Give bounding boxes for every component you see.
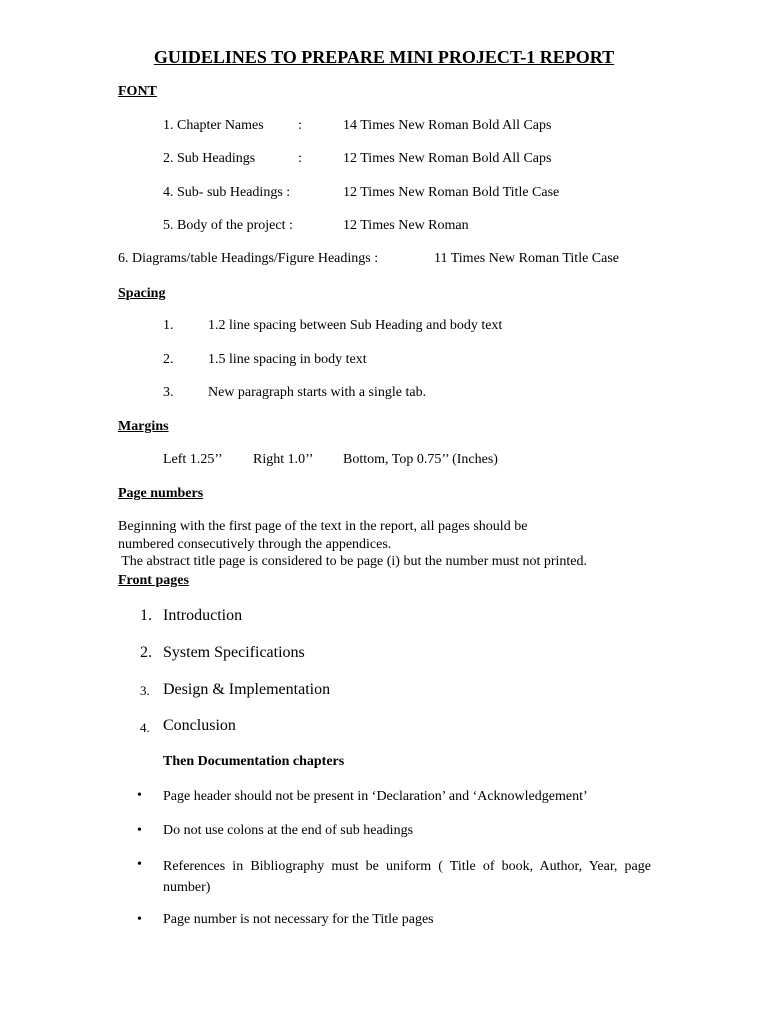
bullet-text: Page number is not necessary for the Title pages	[163, 912, 434, 927]
font-item-separator: :	[298, 151, 302, 166]
bullet-icon: •	[137, 912, 142, 927]
bullet-text: Page header should not be present in ‘Declaration’ and ‘Acknowledgement’	[163, 789, 588, 804]
page-title: GUIDELINES TO PREPARE MINI PROJECT-1 REPORT	[153, 47, 615, 67]
documentation-chapters-heading: Then Documentation chapters	[163, 754, 345, 769]
margin-right-value: Right 1.0’’	[253, 452, 314, 467]
font-item-value: 14 Times New Roman Bold All Caps	[343, 118, 552, 133]
font-item-label: 1. Chapter Names	[163, 118, 264, 133]
bullet-icon: •	[137, 788, 142, 803]
front-page-item: System Specifications	[163, 644, 305, 661]
font-item-value: 12 Times New Roman	[343, 218, 469, 233]
page-numbers-text: The abstract title page is considered to be page (i) but the number must not printed.	[118, 554, 587, 569]
page-numbers-text: numbered consecutively through the appendices.	[118, 537, 392, 552]
front-page-number: 4.	[140, 720, 150, 735]
font-item-label: 2. Sub Headings	[163, 151, 256, 166]
front-page-number: 1.	[140, 607, 152, 624]
spacing-heading: Spacing	[118, 286, 166, 301]
spacing-item-number: 2.	[163, 352, 174, 367]
font-heading: FONT	[118, 84, 157, 99]
front-page-item: Design & Implementation	[163, 681, 331, 698]
font-item-label: 5. Body of the project :	[163, 218, 293, 233]
spacing-item-number: 1.	[163, 318, 174, 333]
spacing-item-number: 3.	[163, 385, 174, 400]
bullet-text: Do not use colons at the end of sub headings	[163, 823, 414, 838]
margins-heading: Margins	[118, 419, 169, 434]
page-numbers-heading: Page numbers	[118, 486, 204, 501]
font-item-label: 6. Diagrams/table Headings/Figure Headings :	[118, 251, 379, 266]
font-item-label: 4. Sub- sub Headings :	[163, 185, 291, 200]
front-page-number: 3.	[140, 683, 150, 698]
spacing-item-text: 1.5 line spacing in body text	[208, 352, 367, 367]
margin-bottom-top-value: Bottom, Top 0.75’’ (Inches)	[343, 452, 498, 467]
spacing-item-text: New paragraph starts with a single tab.	[208, 385, 427, 400]
font-item-value: 11 Times New Roman Title Case	[434, 251, 620, 266]
front-page-item: Introduction	[163, 607, 243, 624]
margin-left-value: Left 1.25’’	[163, 452, 223, 467]
font-item-value: 12 Times New Roman Bold Title Case	[343, 185, 560, 200]
spacing-item-text: 1.2 line spacing between Sub Heading and body text	[208, 318, 503, 333]
bullet-icon: •	[137, 857, 142, 872]
page-numbers-text: Beginning with the first page of the text in the report, all pages should be	[118, 519, 528, 534]
bullet-text: References in Bibliography must be uniform ( Title of book, Author, Year, page number)	[163, 859, 651, 895]
front-page-number: 2.	[140, 644, 152, 661]
font-item-value: 12 Times New Roman Bold All Caps	[343, 151, 552, 166]
bullet-icon: •	[137, 823, 142, 838]
front-pages-heading: Front pages	[118, 573, 189, 588]
front-page-item: Conclusion	[163, 717, 236, 734]
font-item-separator: :	[298, 118, 302, 133]
